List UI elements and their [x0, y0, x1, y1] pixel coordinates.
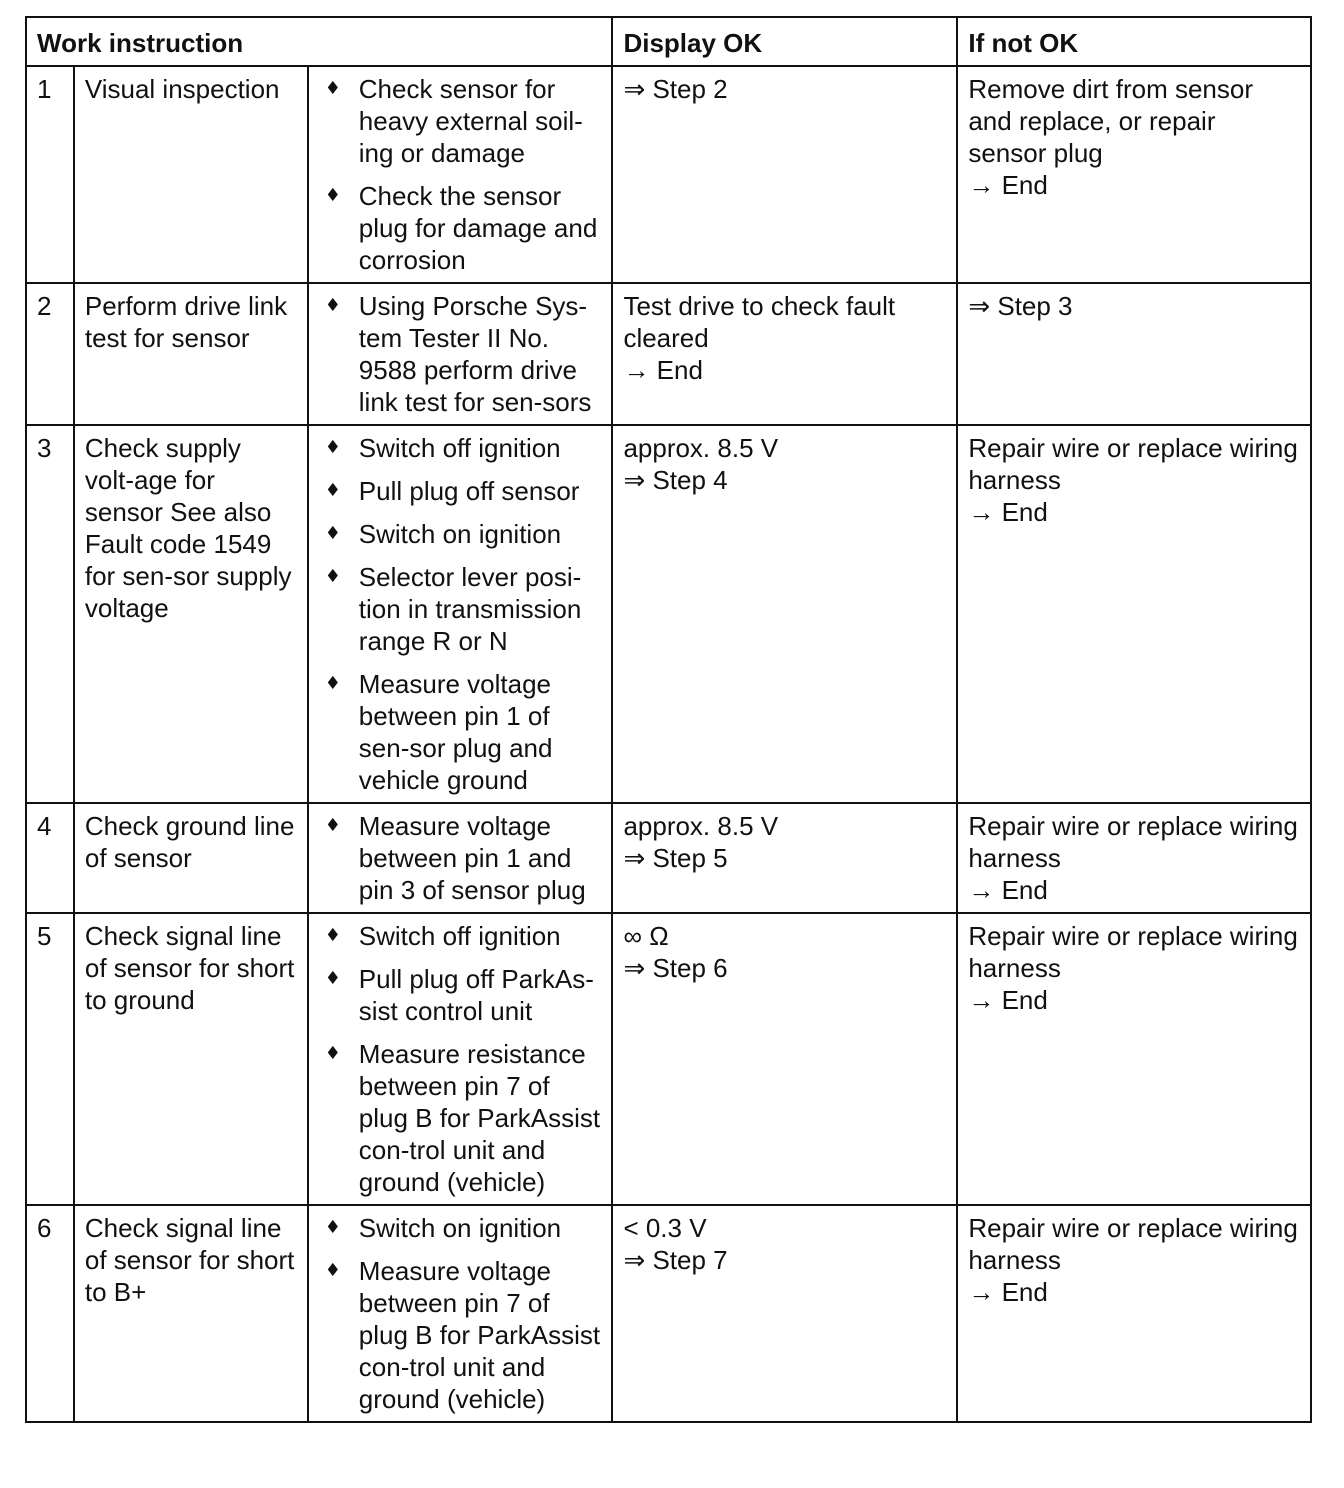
list-item	[319, 1038, 602, 1198]
action-list	[319, 432, 602, 796]
list-item	[319, 290, 602, 418]
step-task: Check supply volt-age for sensor See also Fault code 1549 for sen-sor supply voltage	[74, 425, 308, 803]
list-item	[319, 432, 602, 464]
if-not-ok-text: Repair wire or replace wiring harness	[968, 921, 1298, 983]
action-list	[319, 73, 602, 276]
step-number: 4	[26, 803, 74, 913]
display-ok-cell	[612, 803, 957, 913]
header-display-ok: Display OK	[612, 17, 957, 66]
if-not-ok-cell	[957, 1205, 1311, 1422]
diamond-icon: ♦	[324, 815, 341, 836]
list-item	[319, 180, 602, 276]
action-text: Switch off ignition	[358, 921, 561, 951]
diamond-icon: ♦	[324, 480, 341, 501]
display-ok-cell	[612, 1205, 957, 1422]
table-row	[26, 1205, 1311, 1422]
step-actions	[308, 283, 613, 425]
step-actions	[308, 66, 613, 283]
display-ok-text: ⇒ Step 4	[623, 465, 728, 495]
action-text: Switch off ignition	[358, 433, 561, 463]
action-text: Measure voltage between pin 7 of plug B for ParkAssist con-trol unit and ground (vehicle)	[358, 1256, 601, 1414]
if-not-ok-text: → End	[968, 875, 1048, 905]
if-not-ok-cell	[957, 913, 1311, 1205]
table-row	[26, 425, 1311, 803]
procedure-table	[25, 16, 1312, 1423]
diamond-icon: ♦	[324, 1043, 341, 1064]
diamond-icon: ♦	[324, 968, 341, 989]
step-number: 2	[26, 283, 74, 425]
action-text: Pull plug off sensor	[358, 476, 580, 506]
diamond-icon: ♦	[324, 673, 341, 694]
table-body	[26, 66, 1311, 1422]
display-ok-text: ⇒ Step 2	[623, 74, 728, 104]
if-not-ok-text: → End	[968, 1277, 1048, 1307]
if-not-ok-text: → End	[968, 985, 1048, 1015]
if-not-ok-text: ⇒ Step 3	[968, 291, 1073, 321]
if-not-ok-text: → End	[968, 170, 1048, 200]
if-not-ok-cell	[957, 803, 1311, 913]
action-text: Switch on ignition	[358, 519, 562, 549]
step-number: 5	[26, 913, 74, 1205]
list-item	[319, 1255, 602, 1415]
action-text: Pull plug off ParkAs-sist control unit	[358, 964, 594, 1026]
step-task: Perform drive link test for sensor	[74, 283, 308, 425]
if-not-ok-text: → End	[968, 497, 1048, 527]
if-not-ok-cell	[957, 66, 1311, 283]
list-item	[319, 475, 602, 507]
step-task: Visual inspection	[74, 66, 308, 283]
diamond-icon: ♦	[324, 523, 341, 544]
display-ok-cell	[612, 283, 957, 425]
action-list	[319, 290, 602, 418]
if-not-ok-text: Remove dirt from sensor and replace, or repair sensor plug	[968, 74, 1253, 168]
list-item	[319, 561, 602, 657]
list-item	[319, 73, 602, 169]
step-number: 6	[26, 1205, 74, 1422]
table-row	[26, 803, 1311, 913]
list-item	[319, 1212, 602, 1244]
if-not-ok-text: Repair wire or replace wiring harness	[968, 811, 1298, 873]
step-actions	[308, 1205, 613, 1422]
step-task: Check signal line of sensor for short to B+	[74, 1205, 308, 1422]
list-item	[319, 963, 602, 1027]
diamond-icon: ♦	[324, 185, 341, 206]
action-text: Switch on ignition	[358, 1213, 562, 1243]
display-ok-text: ∞ Ω	[623, 921, 669, 951]
header-if-not-ok: If not OK	[957, 17, 1311, 66]
diamond-icon: ♦	[324, 295, 341, 316]
header-work-instruction: Work instruction	[26, 17, 612, 66]
action-text: Using Porsche Sys-tem Tester II No. 9588 perform drive link test for sen-sors	[358, 291, 592, 417]
action-list	[319, 1212, 602, 1415]
step-actions	[308, 803, 613, 913]
display-ok-cell	[612, 913, 957, 1205]
step-number: 3	[26, 425, 74, 803]
if-not-ok-text: Repair wire or replace wiring harness	[968, 433, 1298, 495]
step-actions	[308, 913, 613, 1205]
display-ok-text: Test drive to check fault cleared	[623, 291, 896, 353]
diamond-icon: ♦	[324, 437, 341, 458]
diamond-icon: ♦	[324, 566, 341, 587]
table-row	[26, 283, 1311, 425]
if-not-ok-text: Repair wire or replace wiring harness	[968, 1213, 1298, 1275]
step-task: Check ground line of sensor	[74, 803, 308, 913]
action-list	[319, 810, 602, 906]
table-row	[26, 913, 1311, 1205]
step-number: 1	[26, 66, 74, 283]
display-ok-cell	[612, 425, 957, 803]
list-item	[319, 518, 602, 550]
diamond-icon: ♦	[324, 78, 341, 99]
if-not-ok-cell	[957, 425, 1311, 803]
display-ok-text: approx. 8.5 V	[623, 811, 779, 841]
action-text: Measure resistance between pin 7 of plug B for ParkAssist con-trol unit and ground (vehicle)	[358, 1039, 601, 1197]
if-not-ok-cell	[957, 283, 1311, 425]
action-text: Measure voltage between pin 1 of sen-sor plug and vehicle ground	[358, 669, 553, 795]
display-ok-text: approx. 8.5 V	[623, 433, 779, 463]
list-item	[319, 810, 602, 906]
header-row	[26, 17, 1311, 66]
display-ok-text: ⇒ Step 6	[623, 953, 728, 983]
action-text: Measure voltage between pin 1 and pin 3 of sensor plug	[358, 811, 586, 905]
action-list	[319, 920, 602, 1198]
diamond-icon: ♦	[324, 1260, 341, 1281]
diamond-icon: ♦	[324, 925, 341, 946]
action-text: Check sensor for heavy external soil-ing or damage	[358, 74, 583, 168]
diamond-icon: ♦	[324, 1217, 341, 1238]
display-ok-text: → End	[623, 355, 703, 385]
step-task: Check signal line of sensor for short to ground	[74, 913, 308, 1205]
table-row	[26, 66, 1311, 283]
action-text: Selector lever posi-tion in transmission range R or N	[358, 562, 582, 656]
display-ok-cell	[612, 66, 957, 283]
list-item	[319, 668, 602, 796]
list-item	[319, 920, 602, 952]
display-ok-text: ⇒ Step 5	[623, 843, 728, 873]
action-text: Check the sensor plug for damage and corrosion	[358, 181, 598, 275]
display-ok-text: < 0.3 V	[623, 1213, 707, 1243]
step-actions	[308, 425, 613, 803]
display-ok-text: ⇒ Step 7	[623, 1245, 728, 1275]
